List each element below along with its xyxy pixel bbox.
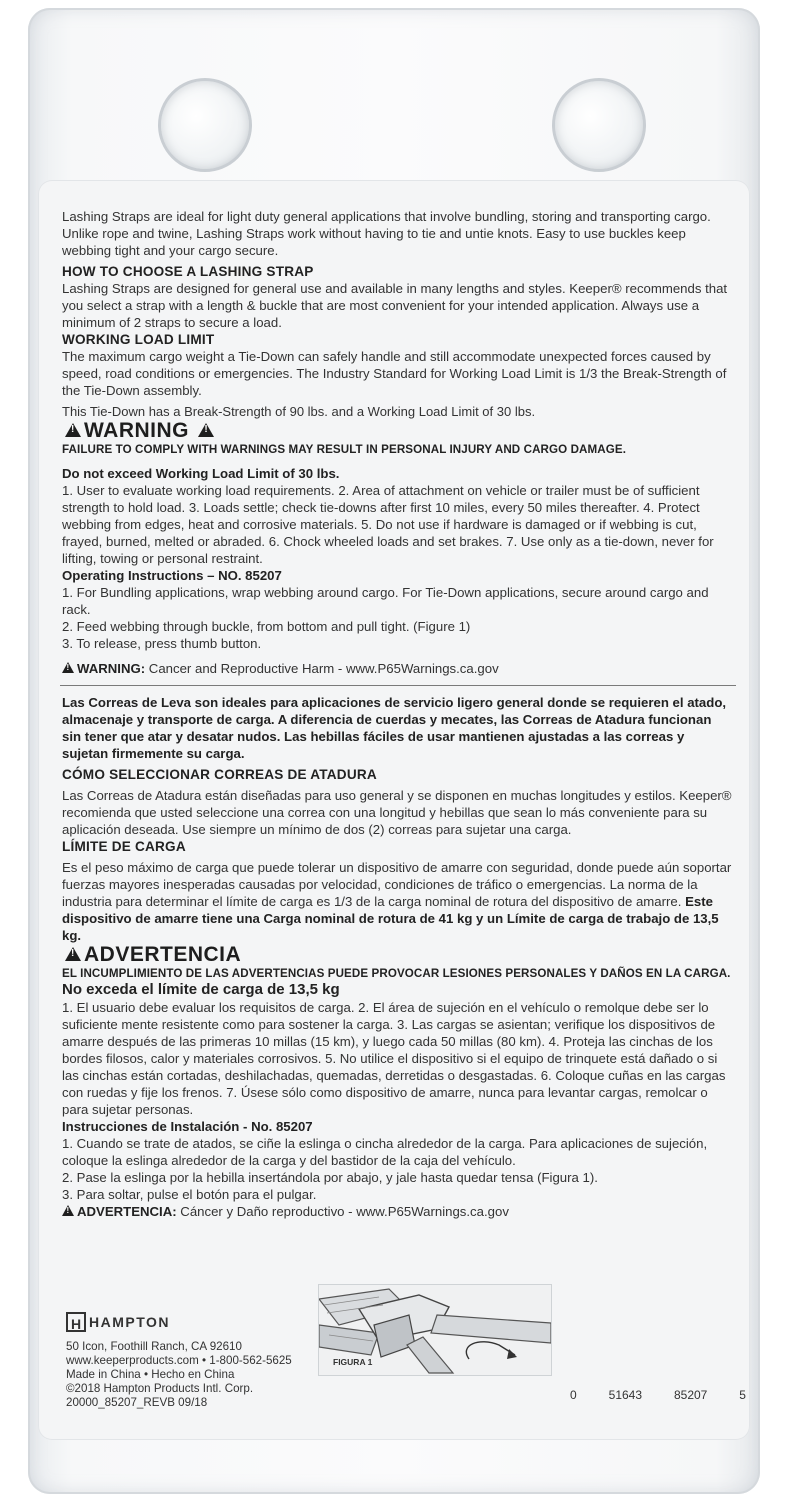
es-p65-warning [62,1203,732,1220]
do-not-exceed: Do not exceed Working Load Limit of 30 lbs. [62,466,340,481]
es-warnings-list: 1. El usuario debe evaluar los requisitos de carga. 2. El área de sujeción en el vehículo o remolque debe ser lo suficiente mente resistente como para sostener la carga. 3. Las cargas se asientan; verifique los dispositivos de amarre después de las primeras 10 millas (15 km), y luego cada 50 millas (80 km). 4. Proteja las cinchas de los bordes filosos, calor y materiales corrosivos. 5. No utilice el dispositivo si el equipo de trinquete está dañado o si las cinchas están cortadas, deshilachadas, quemadas, derretidas o desgastadas. 6. Coloque cuñas en las cargas con ruedas y fije los frenos. 7. Úsese sólo como dispositivo de amarre, nunca para levantar cargas, remolcar o para sujetar personas. [62,1000,726,1117]
barcode-digit-group: 51643 [608,1388,643,1402]
barcode-digit-group: 0 [570,1388,577,1402]
operating-heading: Operating Instructions – NO. 85207 [62,568,282,583]
choose-body: Lashing Straps are designed for general use and available in many lengths and styles. Keeper® recommends that you select a strap with a length & buckle that are most convenient for your intended application. Always use a minimum of 2 straps to secure a load. [62,281,728,330]
es-operating-step-1: 1. Cuando se trate de atados, se ciñe la eslinga o cincha alrededor de la carga. Para aplicaciones de sujeción, coloque la eslinga alrededor de la carga y del bastidor de la caja del vehículo. [62,1136,708,1168]
operating-step-2: 2. Feed webbing through buckle, from bottom and pull tight. (Figure 1) [62,619,471,634]
language-divider [60,685,736,686]
warning-subtitle: FAILURE TO COMPLY WITH WARNINGS MAY RESULT IN PERSONAL INJURY AND CARGO DAMAGE. [62,443,627,456]
warning-title [62,420,732,442]
figure-1 [318,1284,552,1376]
warnings-list: 1. User to evaluate working load requirements. 2. Area of attachment on vehicle or trailer must be of sufficient strength to hold load. 3. Loads settle; check tie-downs after first 10 miles, every 50 miles thereafter. 4. Protect webbing from edges, heat and corrosive materials. 5. Do not use if hardware is damaged or if webbing is cut, frayed, burned, melted or abraded. 6. Chock wheeled loads and set brakes. 7. Use only as a tie-down, never for lifting, towing or personal restraint. [62,483,714,566]
company-info [66,1312,292,1410]
intro-paragraph: Lashing Straps are ideal for light duty general applications that involve bundling, storing and transporting cargo. Unlike rope and twine, Lashing Straps work without having to tie and untie knots. Easy to use buckles keep webbing tight and your cargo secure. [62,209,711,258]
es-do-not-exceed: No exceda el límite de carga de 13,5 kg [62,981,340,998]
label-text [62,208,732,1220]
company-contact: www.keeperproducts.com • 1-800-562-5625 [66,1354,292,1367]
choose-heading: HOW TO CHOOSE A LASHING STRAP [62,264,314,279]
es-warning-title [62,944,732,966]
es-choose-heading: CÓMO SELECCIONAR CORREAS DE ATADURA [62,767,377,782]
es-warning-subtitle: EL INCUMPLIMIENTO DE LAS ADVERTENCIAS PUEDE PROVOCAR LESIONES PERSONALES Y DAÑOS EN LA CARGA. [62,967,731,980]
barcode-digit-group: 5 [739,1388,746,1402]
wll-body: The maximum cargo weight a Tie-Down can safely handle and still accommodate unexpected forces caused by speed, road conditions or emergencies. The Industry Standard for Working Load Limit is 1/3 the Break-Strength of the Tie-Down assembly. [62,349,727,398]
es-operating-heading: Instrucciones de Instalación - No. 85207 [62,1119,313,1134]
es-intro-paragraph: Las Correas de Leva son ideales para aplicaciones de servicio ligero general donde se requieren el atado, almacenaje y transporte de carga. A diferencia de cuerdas y mecates, las Correas de Atadura funcionan sin tener que atar y desatar nudos. Las hebillas fáciles de usar mantienen ajustadas a las correas y sujetan firmemente su carga. [62,695,727,761]
es-warning-title-text: ADVERTENCIA [84,943,242,966]
company-address: 50 Icon, Foothill Ranch, CA 92610 [66,1340,242,1353]
es-limit-heading: LÍMITE DE CARGA [62,839,186,854]
p65-warning [62,660,732,677]
es-limit-statement: Este dispositivo de amarre tiene una Carga nominal de rotura de 41 kg y un Límite de carga de trabajo de 13,5 kg. [62,894,719,943]
es-choose-body: Las Correas de Atadura están diseñadas para uso general y se disponen en muchas longitudes y estilos. Keeper® recomienda que usted seleccione una correa con una longitud y hebillas que sean lo más conveniente para su aplicación deseada. Use siempre un mínimo de dos (2) correas para sujetar una carga. [62,788,732,837]
part-code: 20000_85207_REVB 09/18 [66,1396,208,1409]
warning-icon [65,423,81,437]
copyright: ©2018 Hampton Products Intl. Corp. [66,1382,254,1395]
es-limit-text: Es el peso máximo de carga que puede tolerar un dispositivo de amarre con seguridad, donde puede aún soportar fuerzas mayores inesperadas causadas por velocidad, condiciones de tráfico o emergencias. La norma de la industria para determinar el límite de carga es 1/3 de la carga nominal de rotura del dispositivo de amarre. [62,860,732,909]
warning-icon [65,947,81,961]
operating-step-3: 3. To release, press thumb button. [62,636,262,651]
p65-label: WARNING: [77,661,146,676]
hang-hole-left [158,78,252,172]
warning-icon [62,1205,74,1216]
hampton-logo [66,1312,292,1332]
warning-title-text: WARNING [84,419,189,442]
hang-hole-right [552,78,646,172]
p65-text: Cancer and Reproductive Harm - www.P65Warnings.ca.gov [145,661,499,676]
es-operating-step-3: 3. Para soltar, pulse el botón para el pulgar. [62,1187,317,1202]
es-operating-step-2: 2. Pase la eslinga por la hebilla insertándola por abajo, y jale hasta quedar tensa (Figura 1). [62,1170,598,1185]
wll-heading: WORKING LOAD LIMIT [62,332,215,347]
barcode-digit-group: 85207 [673,1388,708,1402]
wll-statement: This Tie-Down has a Break-Strength of 90 lbs. and a Working Load Limit of 30 lbs. [62,404,536,419]
hampton-logo-text: HAMPTON [89,1314,171,1330]
es-p65-label: ADVERTENCIA: [77,1204,177,1219]
es-limit-body [62,859,732,944]
operating-step-1: 1. For Bundling applications, wrap webbing around cargo. For Tie-Down applications, secure around cargo and rack. [62,585,709,617]
made-in: Made in China • Hecho en China [66,1368,235,1381]
barcode-digits [570,1388,746,1402]
warning-icon [62,662,74,673]
figure-label: FIGURA 1 [333,1357,373,1367]
es-p65-text: Cáncer y Daño reproductivo - www.P65Warnings.ca.gov [176,1204,509,1219]
hampton-logo-mark: H [66,1312,86,1332]
warning-icon [198,423,214,437]
